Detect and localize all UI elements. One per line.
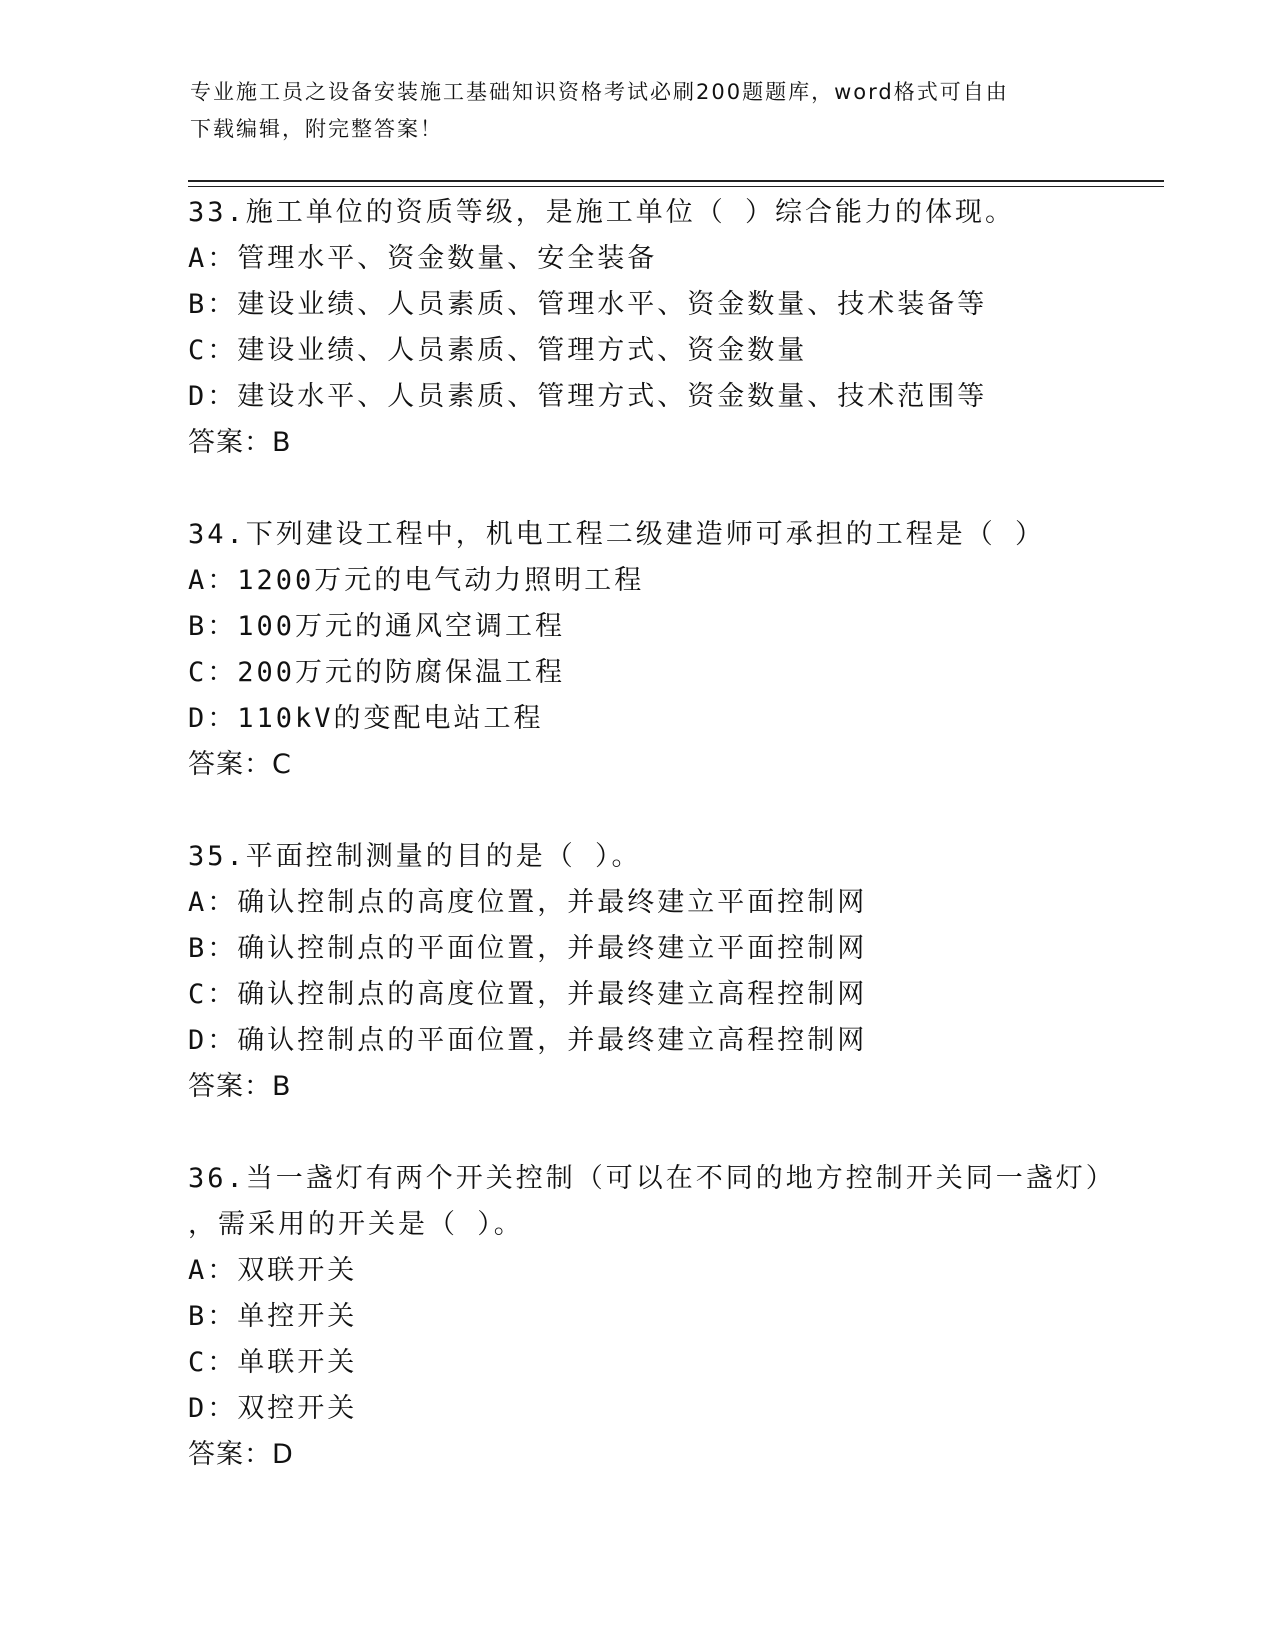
- option-b: B：单控开关: [188, 1301, 358, 1332]
- question-36: [188, 1156, 1148, 1478]
- option-a: A：确认控制点的高度位置，并最终建立平面控制网: [188, 887, 868, 918]
- question-list: [188, 190, 1148, 1524]
- answer-label: 答案：C: [188, 749, 292, 780]
- option-c: C：200万元的防腐保温工程: [188, 657, 566, 688]
- question-33: [188, 190, 1148, 466]
- question-stem-continued: ，需采用的开关是（ ）。: [188, 1209, 524, 1240]
- answer-label: 答案：B: [188, 427, 292, 458]
- option-d: D：建设水平、人员素质、管理方式、资金数量、技术范围等: [188, 381, 988, 412]
- option-c: C：单联开关: [188, 1347, 358, 1378]
- answer-label: 答案：D: [188, 1439, 294, 1470]
- option-b: B：100万元的通风空调工程: [188, 611, 566, 642]
- option-a: A：1200万元的电气动力照明工程: [188, 565, 645, 596]
- document-header: [190, 74, 1090, 148]
- header-divider-thick: [188, 180, 1164, 182]
- header-divider-thin: [188, 186, 1164, 187]
- question-stem: 33.施工单位的资质等级，是施工单位（ ）综合能力的体现。: [188, 197, 1016, 228]
- option-c: C：建设业绩、人员素质、管理方式、资金数量: [188, 335, 808, 366]
- question-35: [188, 834, 1148, 1110]
- option-b: B：建设业绩、人员素质、管理水平、资金数量、技术装备等: [188, 289, 988, 320]
- header-line-1: 专业施工员之设备安装施工基础知识资格考试必刷200题题库，word格式可自由: [190, 80, 1009, 104]
- question-stem: 34.下列建设工程中，机电工程二级建造师可承担的工程是（ ）: [188, 519, 1046, 550]
- answer-label: 答案：B: [188, 1071, 292, 1102]
- header-line-2: 下载编辑，附完整答案！: [190, 117, 443, 141]
- option-b: B：确认控制点的平面位置，并最终建立平面控制网: [188, 933, 868, 964]
- option-d: D：确认控制点的平面位置，并最终建立高程控制网: [188, 1025, 868, 1056]
- option-d: D：双控开关: [188, 1393, 358, 1424]
- option-d: D：110kV的变配电站工程: [188, 703, 544, 734]
- option-c: C：确认控制点的高度位置，并最终建立高程控制网: [188, 979, 868, 1010]
- question-stem: 36.当一盏灯有两个开关控制（可以在不同的地方控制开关同一盏灯）: [188, 1163, 1116, 1194]
- question-stem: 35.平面控制测量的目的是（ ）。: [188, 841, 642, 872]
- question-34: [188, 512, 1148, 788]
- option-a: A：管理水平、资金数量、安全装备: [188, 243, 658, 274]
- option-a: A：双联开关: [188, 1255, 358, 1286]
